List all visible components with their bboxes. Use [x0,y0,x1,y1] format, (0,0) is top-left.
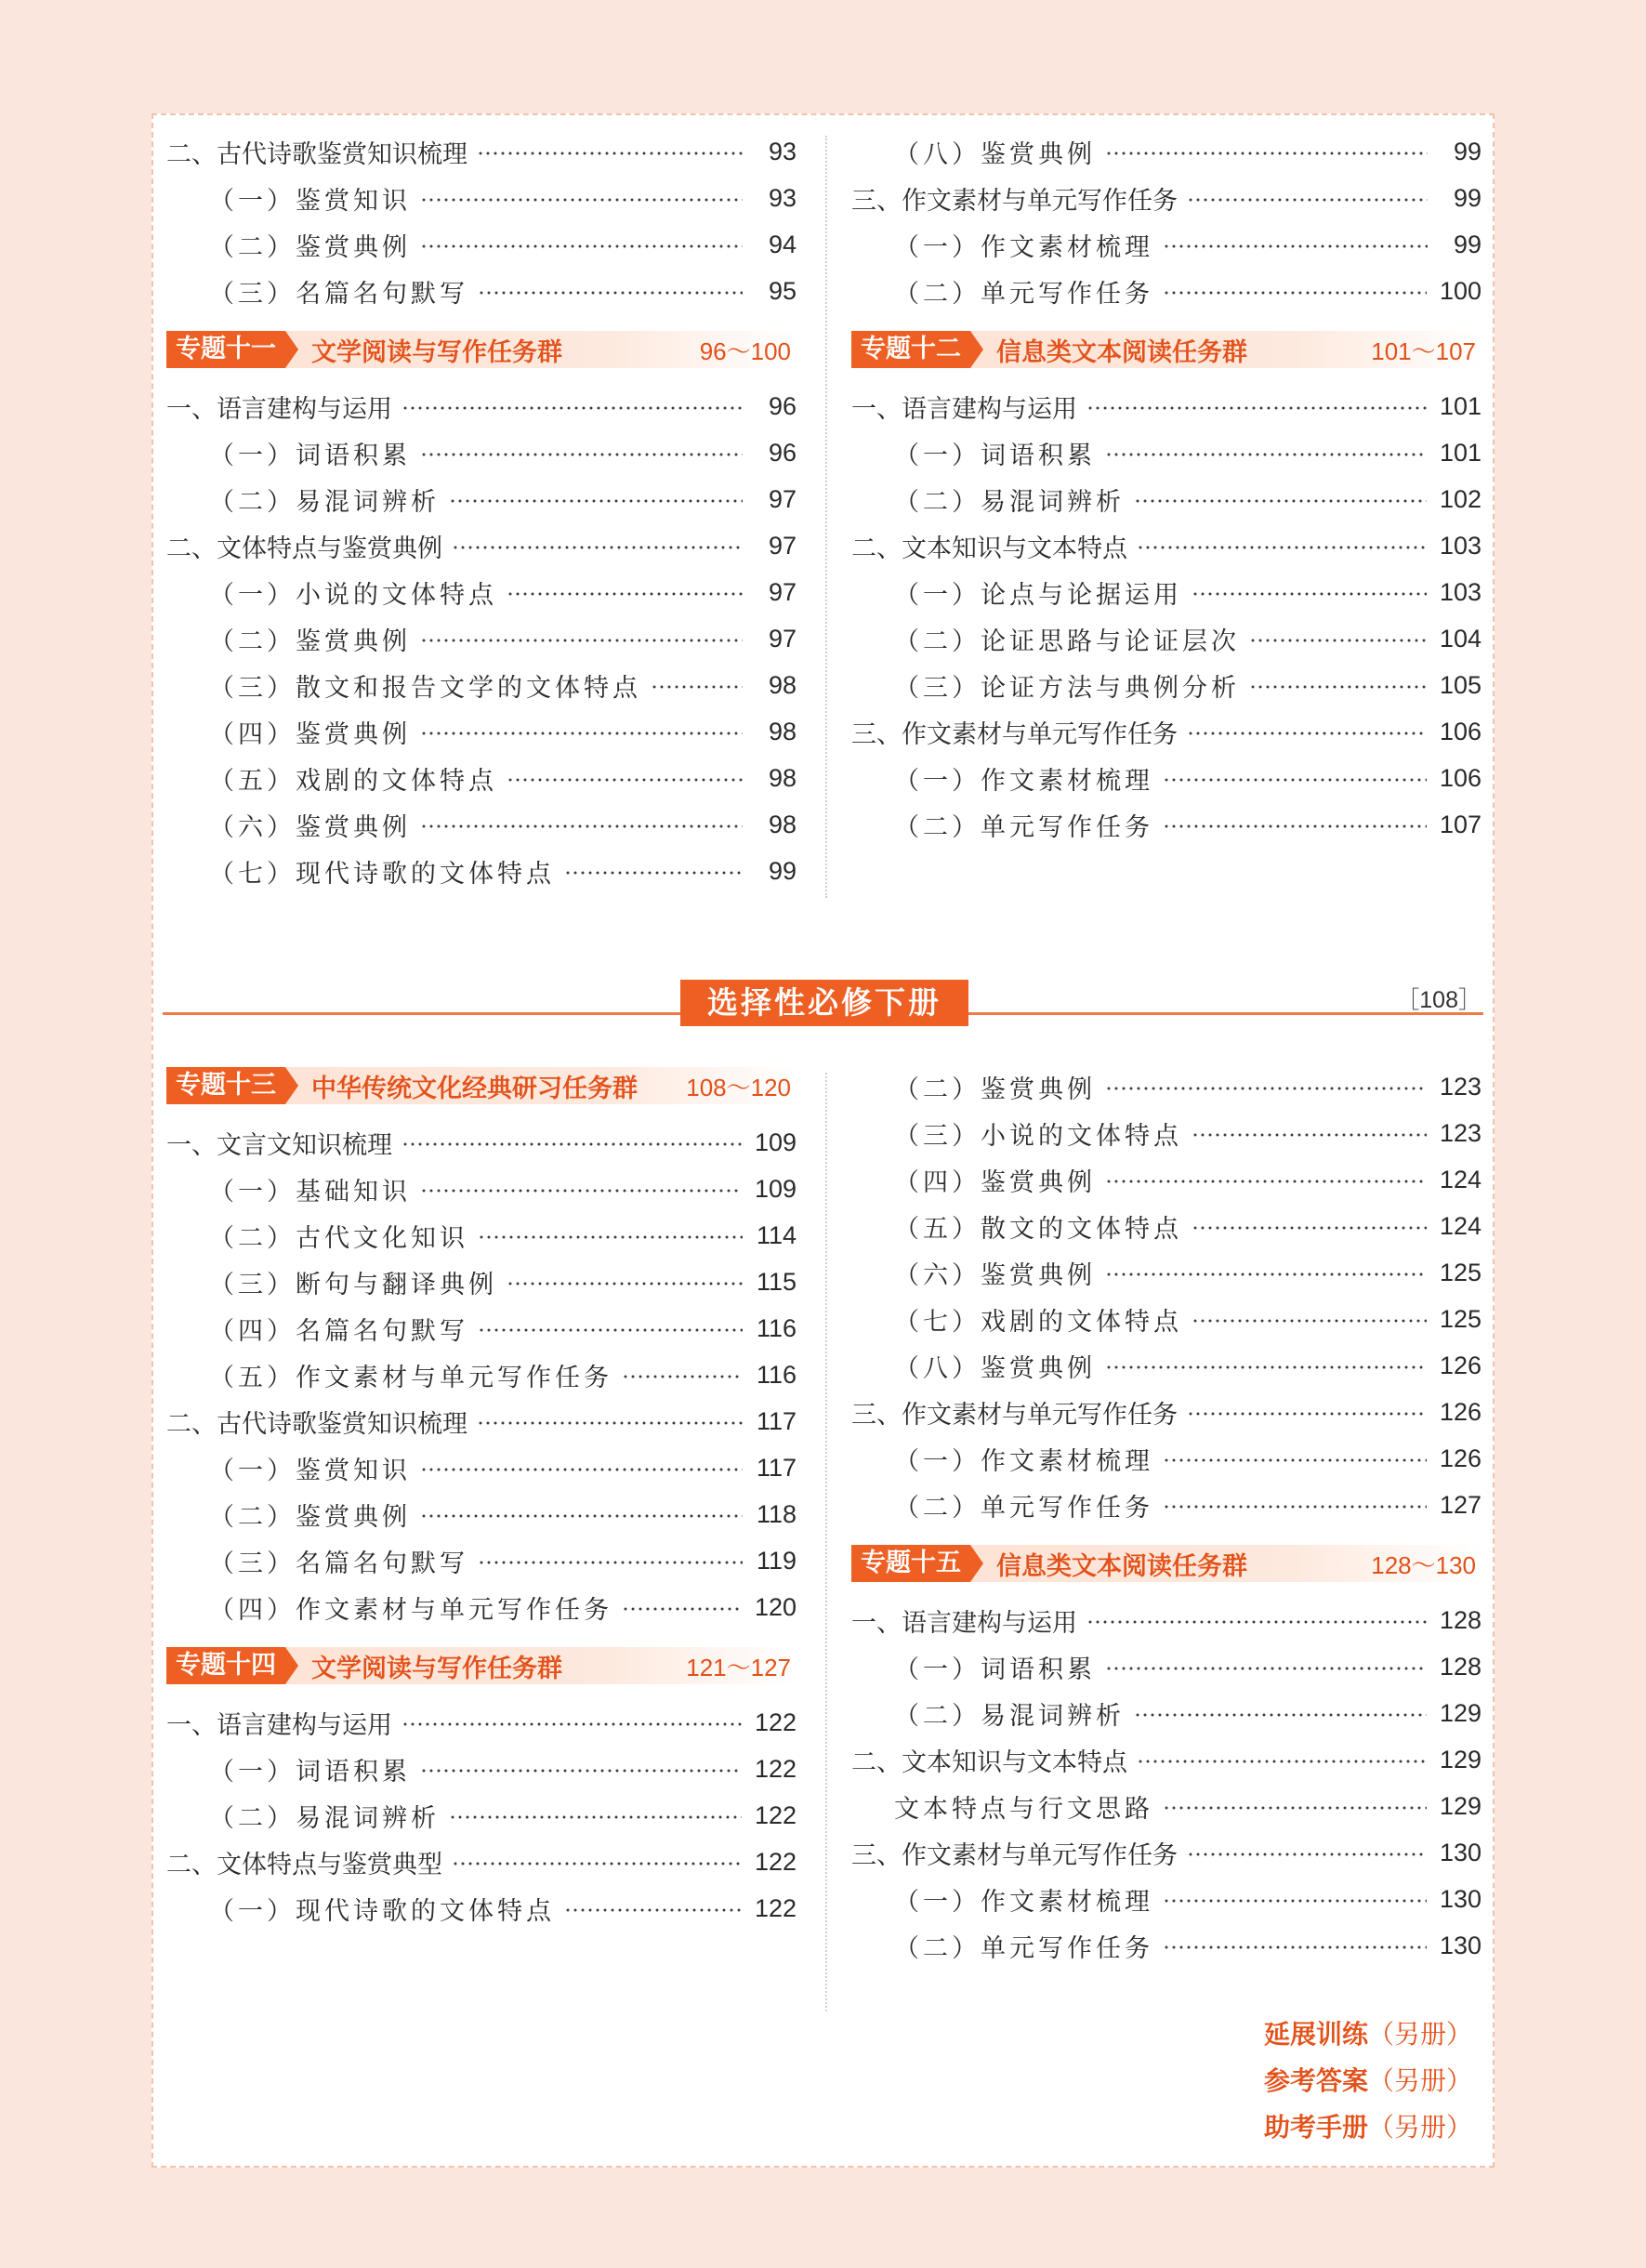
toc-entry-page: 109 [754,1174,797,1203]
dot-leader [1105,1272,1427,1276]
toc-entry-title: 二、文体特点与鉴赏典型 [166,1850,442,1879]
toc-column-bottom-right [851,1063,1481,1969]
dot-leader [477,152,743,155]
dot-leader [1163,824,1427,828]
toc-entry-title: （二）鉴赏典例 [209,1502,411,1532]
toc-entry-page: 115 [756,1267,797,1296]
topic-header-13[interactable] [166,1067,797,1104]
toc-entry[interactable] [166,1259,797,1305]
dot-leader [420,639,743,642]
toc-entry-page: 119 [756,1546,797,1575]
toc-entry-page: 107 [1439,810,1481,838]
dot-leader [622,1607,742,1611]
toc-list [851,1597,1481,1969]
toc-entry[interactable] [166,1305,797,1352]
section-banner[interactable]: 选择性必修下册 [680,980,968,1026]
toc-entry-title: （二）单元写作任务 [894,1493,1153,1523]
toc-entry-title: （三）论证方法与典例分析 [894,673,1240,703]
topic-header-11[interactable] [166,331,797,368]
dot-leader [564,871,743,875]
toc-entry[interactable] [166,476,797,522]
toc-entry-title: （七）现代诗歌的文体特点 [209,859,555,889]
dot-leader [420,824,743,828]
toc-entry-title: （二）易混词辨析 [209,1803,440,1833]
toc-entry[interactable] [166,662,797,708]
toc-entry-title: （四）鉴赏典例 [209,719,411,749]
toc-entry-page: 93 [768,183,797,212]
toc-entry-title: （六）鉴赏典例 [209,812,411,842]
toc-entry[interactable] [851,383,1481,429]
toc-entry[interactable] [166,383,797,429]
toc-entry-page: 129 [1439,1745,1481,1774]
toc-entry[interactable] [166,1584,797,1630]
dot-leader [1249,685,1427,689]
toc-entry[interactable] [851,476,1481,522]
toc-entry-page: 126 [1439,1397,1481,1426]
toc-entry[interactable] [166,1166,797,1212]
toc-entry-title: （一）鉴赏知识 [209,186,411,216]
toc-entry[interactable] [851,1876,1481,1922]
toc-entry-page: 95 [768,276,797,305]
dot-leader [507,1282,743,1286]
toc-entry-title: （四）作文素材与单元写作任务 [209,1595,612,1625]
extra-name: 参考答案 [1263,2065,1368,2096]
toc-entry-page: 125 [1439,1304,1481,1333]
toc-entry-page: 101 [1439,438,1481,467]
dot-leader [420,1769,742,1773]
toc-entry-page: 129 [1439,1698,1481,1727]
toc-entry[interactable] [166,1699,797,1746]
dot-leader [1105,1667,1427,1670]
toc-entry-page: 128 [1439,1605,1481,1634]
toc-entry-page: 122 [754,1708,797,1736]
toc-entry-title: （二）易混词辨析 [894,487,1125,517]
dot-leader [1163,1458,1427,1462]
toc-entry-page: 123 [1439,1118,1481,1147]
toc-entry-page: 94 [768,230,797,258]
dot-leader [1192,1319,1427,1323]
dot-leader [1134,1713,1427,1717]
dot-leader [1163,291,1427,295]
toc-entry-title: 一、语言建构与运用 [851,394,1077,424]
toc-entry-title: 一、文言文知识梳理 [166,1130,392,1160]
toc-entry[interactable] [851,1597,1481,1643]
extra-item[interactable] [1264,2011,1472,2058]
toc-entry[interactable] [851,708,1481,755]
extra-item[interactable] [1264,2058,1472,2104]
toc-entry-title: （二）论证思路与论证层次 [894,626,1240,656]
toc-entry[interactable] [851,522,1481,569]
toc-entry-page: 124 [1439,1211,1481,1240]
dot-leader [402,1722,742,1726]
toc-entry-title: （一）小说的文体特点 [209,580,497,610]
toc-entry-title: 二、古代诗歌鉴赏知识梳理 [166,139,467,169]
toc-entry-title: （一）词语积累 [894,441,1096,470]
topic-name: 文学阅读与写作任务群 [311,337,562,367]
toc-entry-title: （六）鉴赏典例 [894,1260,1096,1290]
dot-leader [1137,1760,1427,1763]
toc-entry-page: 116 [756,1360,797,1389]
toc-entry-title: 三、作文素材与单元写作任务 [851,1400,1178,1430]
toc-entry-title: （二）易混词辨析 [209,487,440,517]
section-page: ［108］ [1396,987,1481,1013]
toc-entry[interactable] [851,569,1481,615]
dot-leader [1187,732,1427,735]
toc-entry-page: 100 [1439,276,1481,305]
toc-entry[interactable] [851,1435,1481,1482]
toc-entry-title: （三）名篇名句默写 [209,279,468,309]
toc-entry-title: （一）论点与论据运用 [894,580,1182,610]
dot-leader [452,546,743,549]
toc-entry-page: 124 [1439,1165,1481,1193]
toc-entry-page: 109 [754,1127,797,1156]
toc-list [166,1699,797,1932]
toc-list [851,383,1481,848]
toc-entry-title: （五）散文的文体特点 [894,1214,1182,1244]
toc-entry-page: 101 [1439,391,1481,420]
topic-page-range: 121～127 [686,1653,791,1681]
toc-entry-title: 三、作文素材与单元写作任务 [851,186,1178,216]
dot-leader [1163,1899,1427,1903]
toc-entry-title: 一、语言建构与运用 [166,1710,392,1740]
toc-list [166,383,797,894]
dot-leader [1105,152,1428,155]
dot-leader [1163,1806,1427,1810]
dot-leader [564,1908,742,1912]
topic-page-range: 101～107 [1371,336,1476,365]
dot-leader [622,1375,743,1378]
dot-leader [1163,1505,1427,1509]
topic-page-range: 128～130 [1371,1550,1476,1579]
toc-entry-page: 99 [768,856,797,885]
extra-name: 助考手册 [1263,2112,1368,2143]
toc-entry-page: 123 [1439,1072,1481,1101]
toc-entry-page: 105 [1439,670,1481,699]
toc-entry-page: 126 [1439,1351,1481,1379]
toc-column-top-left [166,128,797,894]
toc-entry[interactable] [851,221,1481,268]
extra-item[interactable] [1264,2104,1472,2151]
topic-name: 中华传统文化经典研习任务群 [311,1074,638,1103]
dot-leader [402,1142,742,1146]
toc-entry[interactable] [166,848,797,894]
toc-entry[interactable] [851,1249,1481,1296]
toc-list [166,1119,797,1630]
dot-leader [1086,1620,1427,1624]
toc-entry[interactable] [851,1296,1481,1342]
toc-entry[interactable] [166,1746,797,1792]
toc-entry-page: 122 [754,1754,797,1783]
toc-entry-page: 103 [1439,577,1481,606]
toc-list [851,1063,1481,1528]
toc-entry[interactable] [851,801,1481,848]
toc-entry-page: 122 [754,1800,797,1829]
toc-entry[interactable] [851,1736,1481,1783]
toc-entry[interactable] [851,175,1481,221]
toc-entry[interactable] [166,1792,797,1839]
toc-entry-title: 二、文本知识与文本特点 [851,534,1127,563]
toc-entry[interactable] [166,1119,797,1166]
toc-entry-title: （一）鉴赏知识 [209,1456,411,1485]
toc-entry-title: （一）词语积累 [209,1757,411,1787]
toc-entry-title: 二、古代诗歌鉴赏知识梳理 [166,1409,467,1439]
toc-entry-title: （二）单元写作任务 [894,812,1153,842]
toc-entry[interactable] [166,801,797,848]
dot-leader [1163,778,1427,782]
toc-page [151,113,1495,2168]
toc-entry[interactable] [851,1110,1481,1156]
toc-entry[interactable] [851,1783,1481,1829]
toc-column-bottom-left [166,1045,797,1932]
toc-entry-title: （一）作文素材梳理 [894,766,1153,796]
topic-name: 文学阅读与写作任务群 [311,1654,562,1683]
toc-entry[interactable] [851,429,1481,476]
dot-leader [507,778,743,782]
toc-entry-title: （一）现代诗歌的文体特点 [209,1896,555,1926]
toc-entry-title: （三）小说的文体特点 [894,1121,1182,1151]
toc-entry[interactable] [166,1839,797,1885]
dot-leader [1134,499,1427,503]
topic-header-14[interactable] [166,1647,797,1684]
dot-leader [478,1328,743,1332]
toc-entry-page: 114 [756,1220,797,1249]
toc-entry-title: （一）词语积累 [209,441,411,470]
toc-entry-title: （二）古代文化知识 [209,1223,468,1253]
dot-leader [478,1235,743,1239]
toc-entry-title: （三）散文和报告文学的文体特点 [209,673,641,703]
toc-entry[interactable] [166,569,797,615]
toc-entry-title: （四）鉴赏典例 [894,1167,1096,1197]
toc-entry-title: （二）易混词辨析 [894,1701,1125,1731]
topic-badge: 专题十二 [851,331,970,368]
topic-badge: 专题十五 [851,1545,970,1582]
toc-entry-page: 99 [1453,230,1481,258]
toc-entry[interactable] [851,1389,1481,1435]
toc-entry-page: 99 [1453,183,1481,212]
toc-entry-page: 130 [1439,1884,1481,1913]
toc-entry-title: （二）鉴赏典例 [894,1075,1096,1104]
toc-entry-title: 二、文体特点与鉴赏典例 [166,534,442,563]
dot-leader [449,499,743,503]
toc-entry-page: 130 [1439,1931,1481,1959]
toc-entry-page: 98 [768,670,797,699]
toc-entry[interactable] [166,522,797,569]
toc-entry-title: （一）作文素材梳理 [894,1887,1153,1917]
toc-entry[interactable] [166,1444,797,1491]
dot-leader [420,732,743,735]
toc-entry[interactable] [851,1156,1481,1203]
dot-leader [420,1468,743,1471]
dot-leader [1105,453,1427,456]
extras-list [1264,2011,1472,2151]
toc-entry[interactable] [851,268,1481,314]
toc-entry[interactable] [851,1690,1481,1736]
toc-entry-page: 102 [1439,484,1481,513]
toc-entry-title: （二）单元写作任务 [894,279,1153,309]
toc-entry-title: （一）词语积累 [894,1655,1096,1684]
toc-entry-page: 97 [768,624,797,653]
toc-entry[interactable] [851,1922,1481,1969]
toc-entry[interactable] [851,615,1481,662]
toc-entry[interactable] [851,1063,1481,1110]
dot-leader [1192,592,1427,596]
dot-leader [1187,198,1428,202]
toc-entry-page: 97 [768,484,797,513]
toc-entry-page: 116 [756,1313,797,1342]
toc-entry[interactable] [166,1885,797,1932]
dot-leader [1163,244,1428,248]
topic-header-12[interactable] [851,331,1481,368]
dot-leader [449,1815,742,1819]
toc-entry-page: 122 [754,1893,797,1922]
topic-badge: 专题十三 [166,1067,285,1104]
dot-leader [420,198,743,202]
toc-entry-page: 106 [1439,763,1481,792]
dot-leader [1187,1412,1427,1416]
toc-entry-title: 三、作文素材与单元写作任务 [851,719,1178,749]
toc-entry-page: 118 [756,1499,797,1528]
extra-name: 延展训练 [1263,2019,1368,2050]
toc-entry[interactable] [166,615,797,662]
extra-note: （另册） [1367,2019,1472,2050]
toc-entry-title: （三）断句与翻译典例 [209,1270,497,1299]
dot-leader [1192,1133,1427,1137]
toc-entry[interactable] [166,708,797,755]
toc-entry[interactable] [851,1829,1481,1876]
topic-name: 信息类文本阅读任务群 [996,1551,1247,1581]
dot-leader [1187,1853,1427,1856]
dot-leader [1137,546,1427,549]
toc-entry-page: 98 [768,763,797,792]
dot-leader [478,291,743,295]
extra-note: （另册） [1367,2065,1472,2096]
toc-entry-page: 128 [1439,1652,1481,1681]
topic-page-range: 96～100 [699,336,791,365]
topic-badge: 专题十一 [166,331,285,368]
dot-leader [478,1561,743,1564]
column-divider [825,136,827,898]
dot-leader [477,1421,743,1425]
dot-leader [651,685,743,689]
toc-entry[interactable] [166,1352,797,1398]
dot-leader [1249,639,1427,642]
topic-header-15[interactable] [851,1545,1481,1582]
toc-entry-page: 129 [1439,1791,1481,1820]
toc-entry-title: 一、语言建构与运用 [166,394,392,424]
dot-leader [507,592,743,596]
toc-entry-title: （一）作文素材梳理 [894,1446,1153,1476]
toc-list [851,128,1481,314]
toc-entry[interactable] [851,755,1481,801]
toc-entry-page: 120 [754,1592,797,1621]
toc-entry-title: 二、文本知识与文本特点 [851,1747,1127,1777]
toc-entry[interactable] [851,662,1481,708]
toc-entry-page: 97 [768,577,797,606]
toc-entry[interactable] [166,1398,797,1444]
toc-entry[interactable] [166,429,797,476]
toc-entry-title: （一）基础知识 [209,1177,411,1207]
toc-entry-page: 93 [768,137,797,165]
toc-entry-page: 127 [1439,1490,1481,1519]
toc-entry-page: 125 [1439,1258,1481,1286]
topic-name: 信息类文本阅读任务群 [996,337,1247,367]
toc-entry-page: 104 [1439,624,1481,653]
toc-entry[interactable] [166,128,797,175]
toc-entry[interactable] [166,1537,797,1584]
toc-entry-page: 98 [768,810,797,838]
topic-badge: 专题十四 [166,1647,285,1684]
toc-column-top-right [851,128,1481,848]
dot-leader [1086,406,1427,410]
dot-leader [402,406,743,410]
toc-entry-title: 一、语言建构与运用 [851,1608,1077,1638]
toc-entry-title: （二）单元写作任务 [894,1933,1153,1963]
toc-entry-title: （二）鉴赏典例 [209,626,411,656]
toc-entry-title: （五）戏剧的文体特点 [209,766,497,796]
toc-entry[interactable] [851,1342,1481,1389]
toc-entry[interactable] [166,268,797,314]
toc-entry-page: 96 [768,438,797,467]
toc-entry-page: 97 [768,531,797,560]
toc-entry-page: 117 [756,1453,797,1482]
toc-entry-title: （五）作文素材与单元写作任务 [209,1363,612,1392]
toc-entry-page: 126 [1439,1444,1481,1472]
toc-entry[interactable] [166,1212,797,1259]
toc-entry-title: （二）鉴赏典例 [209,232,411,262]
toc-entry[interactable] [166,221,797,268]
extra-note: （另册） [1367,2112,1472,2143]
toc-entry-title: （八）鉴赏典例 [894,1353,1096,1383]
toc-entry[interactable] [166,175,797,221]
toc-entry-page: 103 [1439,531,1481,560]
dot-leader [420,453,743,456]
dot-leader [420,1514,743,1518]
column-divider [825,1073,827,2011]
topic-page-range: 108～120 [686,1073,791,1101]
toc-entry[interactable] [166,755,797,801]
dot-leader [1105,1087,1427,1090]
toc-entry-page: 98 [768,717,797,745]
toc-entry[interactable] [851,128,1481,175]
toc-entry-page: 99 [1453,137,1481,165]
toc-entry[interactable] [851,1643,1481,1690]
toc-entry[interactable] [851,1203,1481,1249]
dot-leader [420,244,743,248]
toc-entry-page: 106 [1439,717,1481,745]
toc-entry-title: （七）戏剧的文体特点 [894,1307,1182,1337]
dot-leader [1192,1226,1427,1230]
toc-entry-title: （一）作文素材梳理 [894,232,1153,262]
toc-entry-title: （四）名篇名句默写 [209,1316,468,1346]
toc-entry-page: 130 [1439,1838,1481,1866]
toc-list [166,128,797,314]
dot-leader [1163,1945,1427,1949]
toc-entry-title: 文本特点与行文思路 [894,1794,1153,1824]
toc-entry-title: （八）鉴赏典例 [894,139,1096,169]
toc-entry[interactable] [166,1491,797,1537]
toc-entry-page: 122 [754,1847,797,1876]
toc-entry[interactable] [851,1482,1481,1528]
toc-entry-page: 117 [756,1406,797,1435]
toc-entry-page: 96 [768,391,797,420]
dot-leader [1105,1365,1427,1369]
toc-entry-title: 三、作文素材与单元写作任务 [851,1840,1178,1870]
toc-entry-title: （三）名篇名句默写 [209,1549,468,1578]
dot-leader [1105,1180,1427,1183]
dot-leader [452,1862,742,1866]
dot-leader [420,1189,742,1193]
